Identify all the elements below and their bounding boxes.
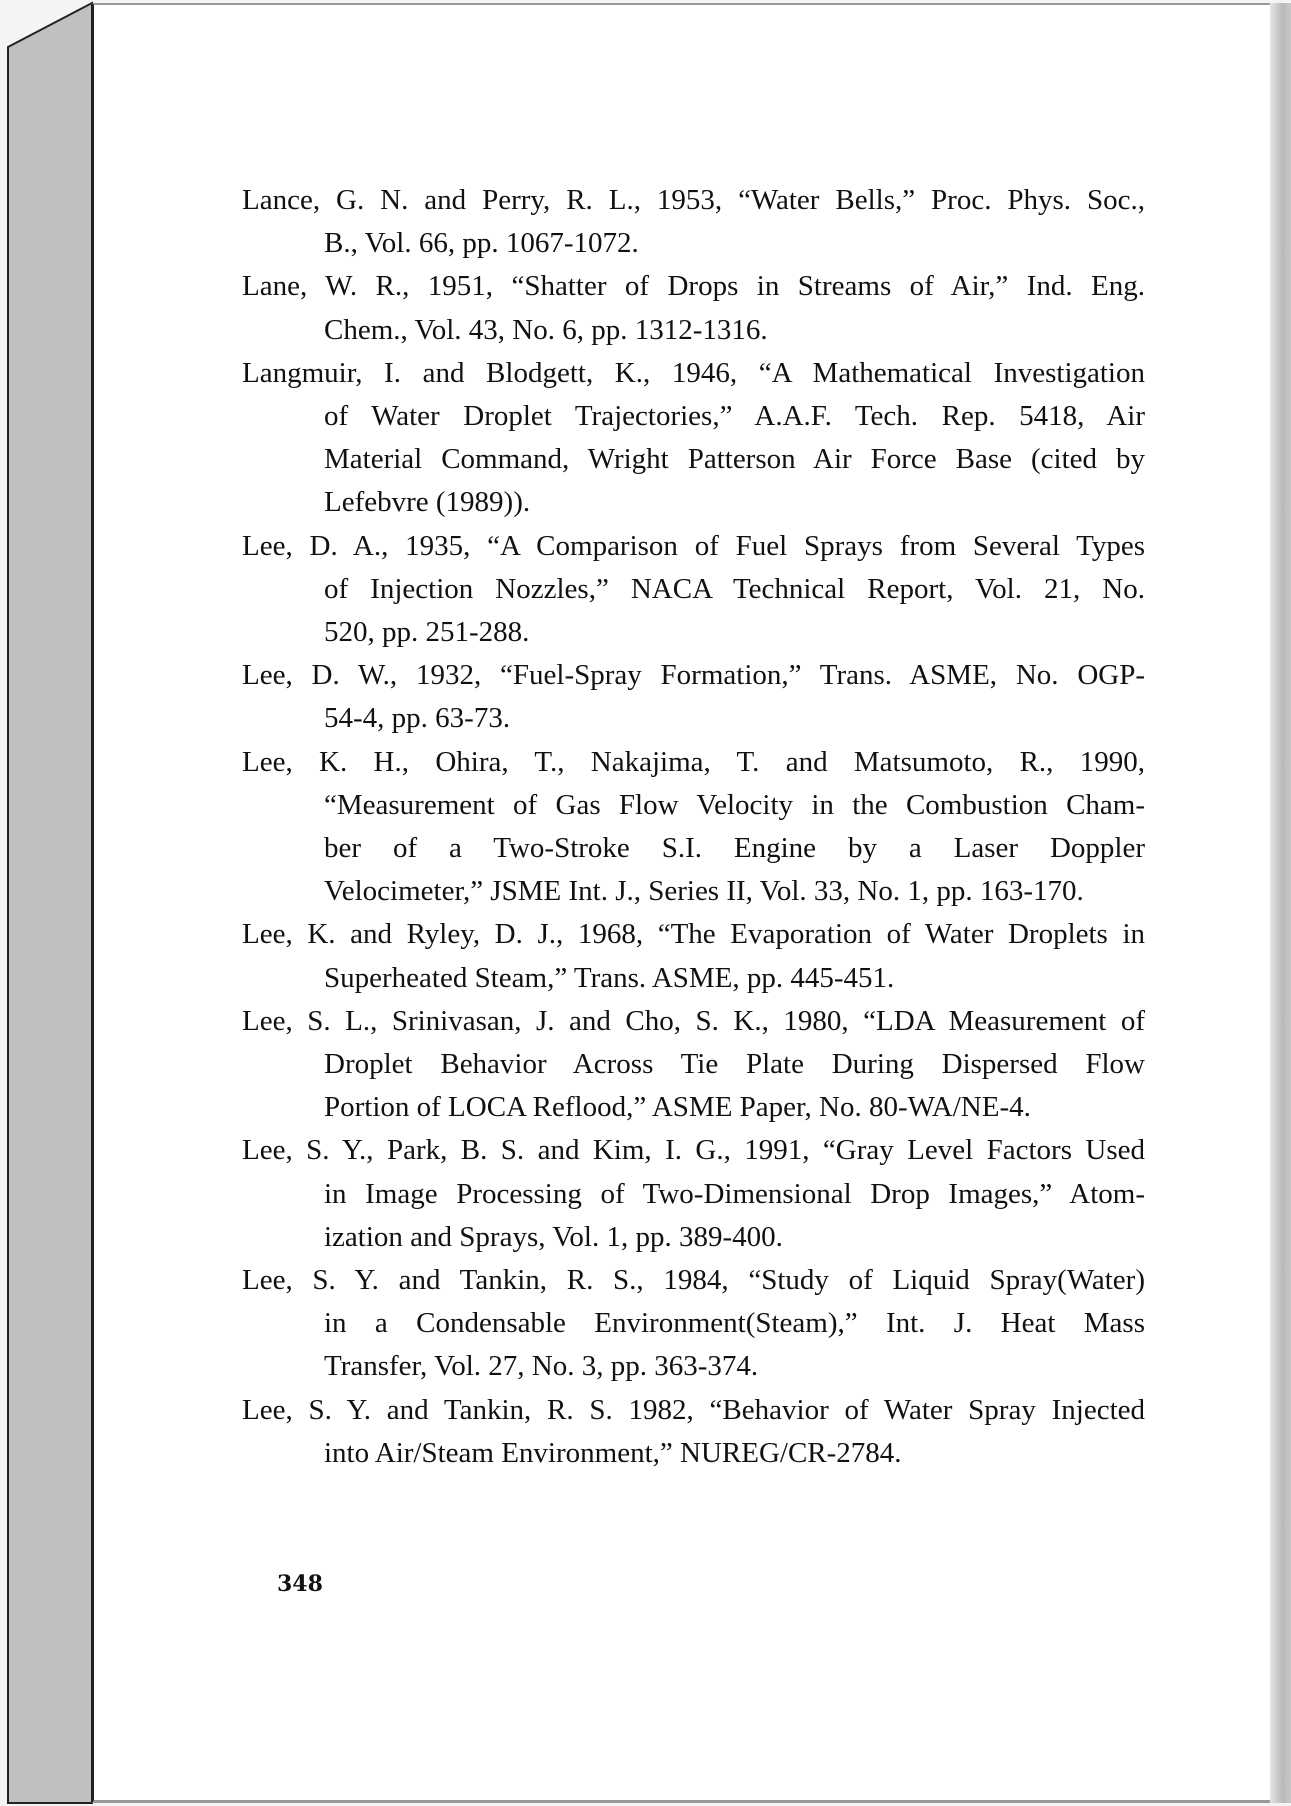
reference-line: B., Vol. 66, pp. 1067-1072. <box>324 227 639 260</box>
reference-line: Lee, K. and Ryley, D. J., 1968, “The Evaporation of Water Droplets in <box>242 918 1145 951</box>
reference-line: Lane, W. R., 1951, “Shatter of Drops in Streams of Air,” Ind. Eng. <box>242 270 1145 303</box>
reference-entry <box>242 265 1145 351</box>
reference-line: Transfer, Vol. 27, No. 3, pp. 363-374. <box>324 1350 759 1383</box>
reference-entry <box>242 525 1145 655</box>
reference-line: in a Condensable Environment(Steam),” Int. J. Heat Mass <box>324 1307 1145 1340</box>
reference-line: Lee, S. Y., Park, B. S. and Kim, I. G., 1991, “Gray Level Factors Used <box>242 1134 1145 1167</box>
reference-entry <box>242 654 1145 740</box>
page-number: 348 <box>277 1571 323 1597</box>
reference-line: Langmuir, I. and Blodgett, K., 1946, “A Mathematical Investigation <box>242 356 1145 389</box>
page-edge-shadow <box>1270 3 1291 1803</box>
reference-line: Lee, K. H., Ohira, T., Nakajima, T. and Matsumoto, R., 1990, <box>242 745 1145 778</box>
reference-entry <box>242 352 1145 525</box>
reference-entry <box>242 1000 1145 1130</box>
reference-line: “Measurement of Gas Flow Velocity in the Combustion Cham- <box>324 788 1145 821</box>
reference-line: ization and Sprays, Vol. 1, pp. 389-400. <box>324 1220 783 1253</box>
reference-line: Superheated Steam,” Trans. ASME, pp. 445-451. <box>324 961 895 994</box>
reference-line: of Injection Nozzles,” NACA Technical Report, Vol. 21, No. <box>324 572 1145 605</box>
reference-entry <box>242 1129 1145 1259</box>
reference-line: 54-4, pp. 63-73. <box>324 702 511 735</box>
reference-line: into Air/Steam Environment,” NUREG/CR-2784. <box>324 1436 902 1469</box>
reference-line: Lee, S. L., Srinivasan, J. and Cho, S. K., 1980, “LDA Measurement of <box>242 1004 1145 1037</box>
reference-line: Lee, D. A., 1935, “A Comparison of Fuel Sprays from Several Types <box>242 529 1145 562</box>
reference-line: in Image Processing of Two-Dimensional Drop Images,” Atom- <box>324 1177 1145 1210</box>
reference-line: Chem., Vol. 43, No. 6, pp. 1312-1316. <box>324 313 768 346</box>
reference-line: of Water Droplet Trajectories,” A.A.F. Tech. Rep. 5418, Air <box>324 400 1145 433</box>
reference-entry <box>242 741 1145 914</box>
reference-line: Lee, D. W., 1932, “Fuel-Spray Formation,” Trans. ASME, No. OGP- <box>242 659 1145 692</box>
reference-line: Lee, S. Y. and Tankin, R. S. 1982, “Behavior of Water Spray Injected <box>242 1393 1145 1426</box>
reference-line: Lee, S. Y. and Tankin, R. S., 1984, “Study of Liquid Spray(Water) <box>242 1264 1145 1297</box>
reference-entry <box>242 1389 1145 1475</box>
reference-line: Material Command, Wright Patterson Air Force Base (cited by <box>324 443 1145 476</box>
reference-entry <box>242 913 1145 999</box>
reference-line: Droplet Behavior Across Tie Plate During Dispersed Flow <box>324 1048 1145 1081</box>
reference-list <box>242 179 1145 1475</box>
reference-line: Lance, G. N. and Perry, R. L., 1953, “Water Bells,” Proc. Phys. Soc., <box>242 184 1145 216</box>
reference-line: Lefebvre (1989)). <box>324 486 531 519</box>
reference-line: ber of a Two-Stroke S.I. Engine by a Laser Doppler <box>324 832 1145 865</box>
reference-line: 520, pp. 251-288. <box>324 616 530 649</box>
reference-entry <box>242 1259 1145 1389</box>
reference-entry <box>242 179 1145 265</box>
reference-line: Velocimeter,” JSME Int. J., Series II, Vol. 33, No. 1, pp. 163-170. <box>324 875 1084 908</box>
reference-line: Portion of LOCA Reflood,” ASME Paper, No. 80-WA/NE-4. <box>324 1091 1031 1124</box>
